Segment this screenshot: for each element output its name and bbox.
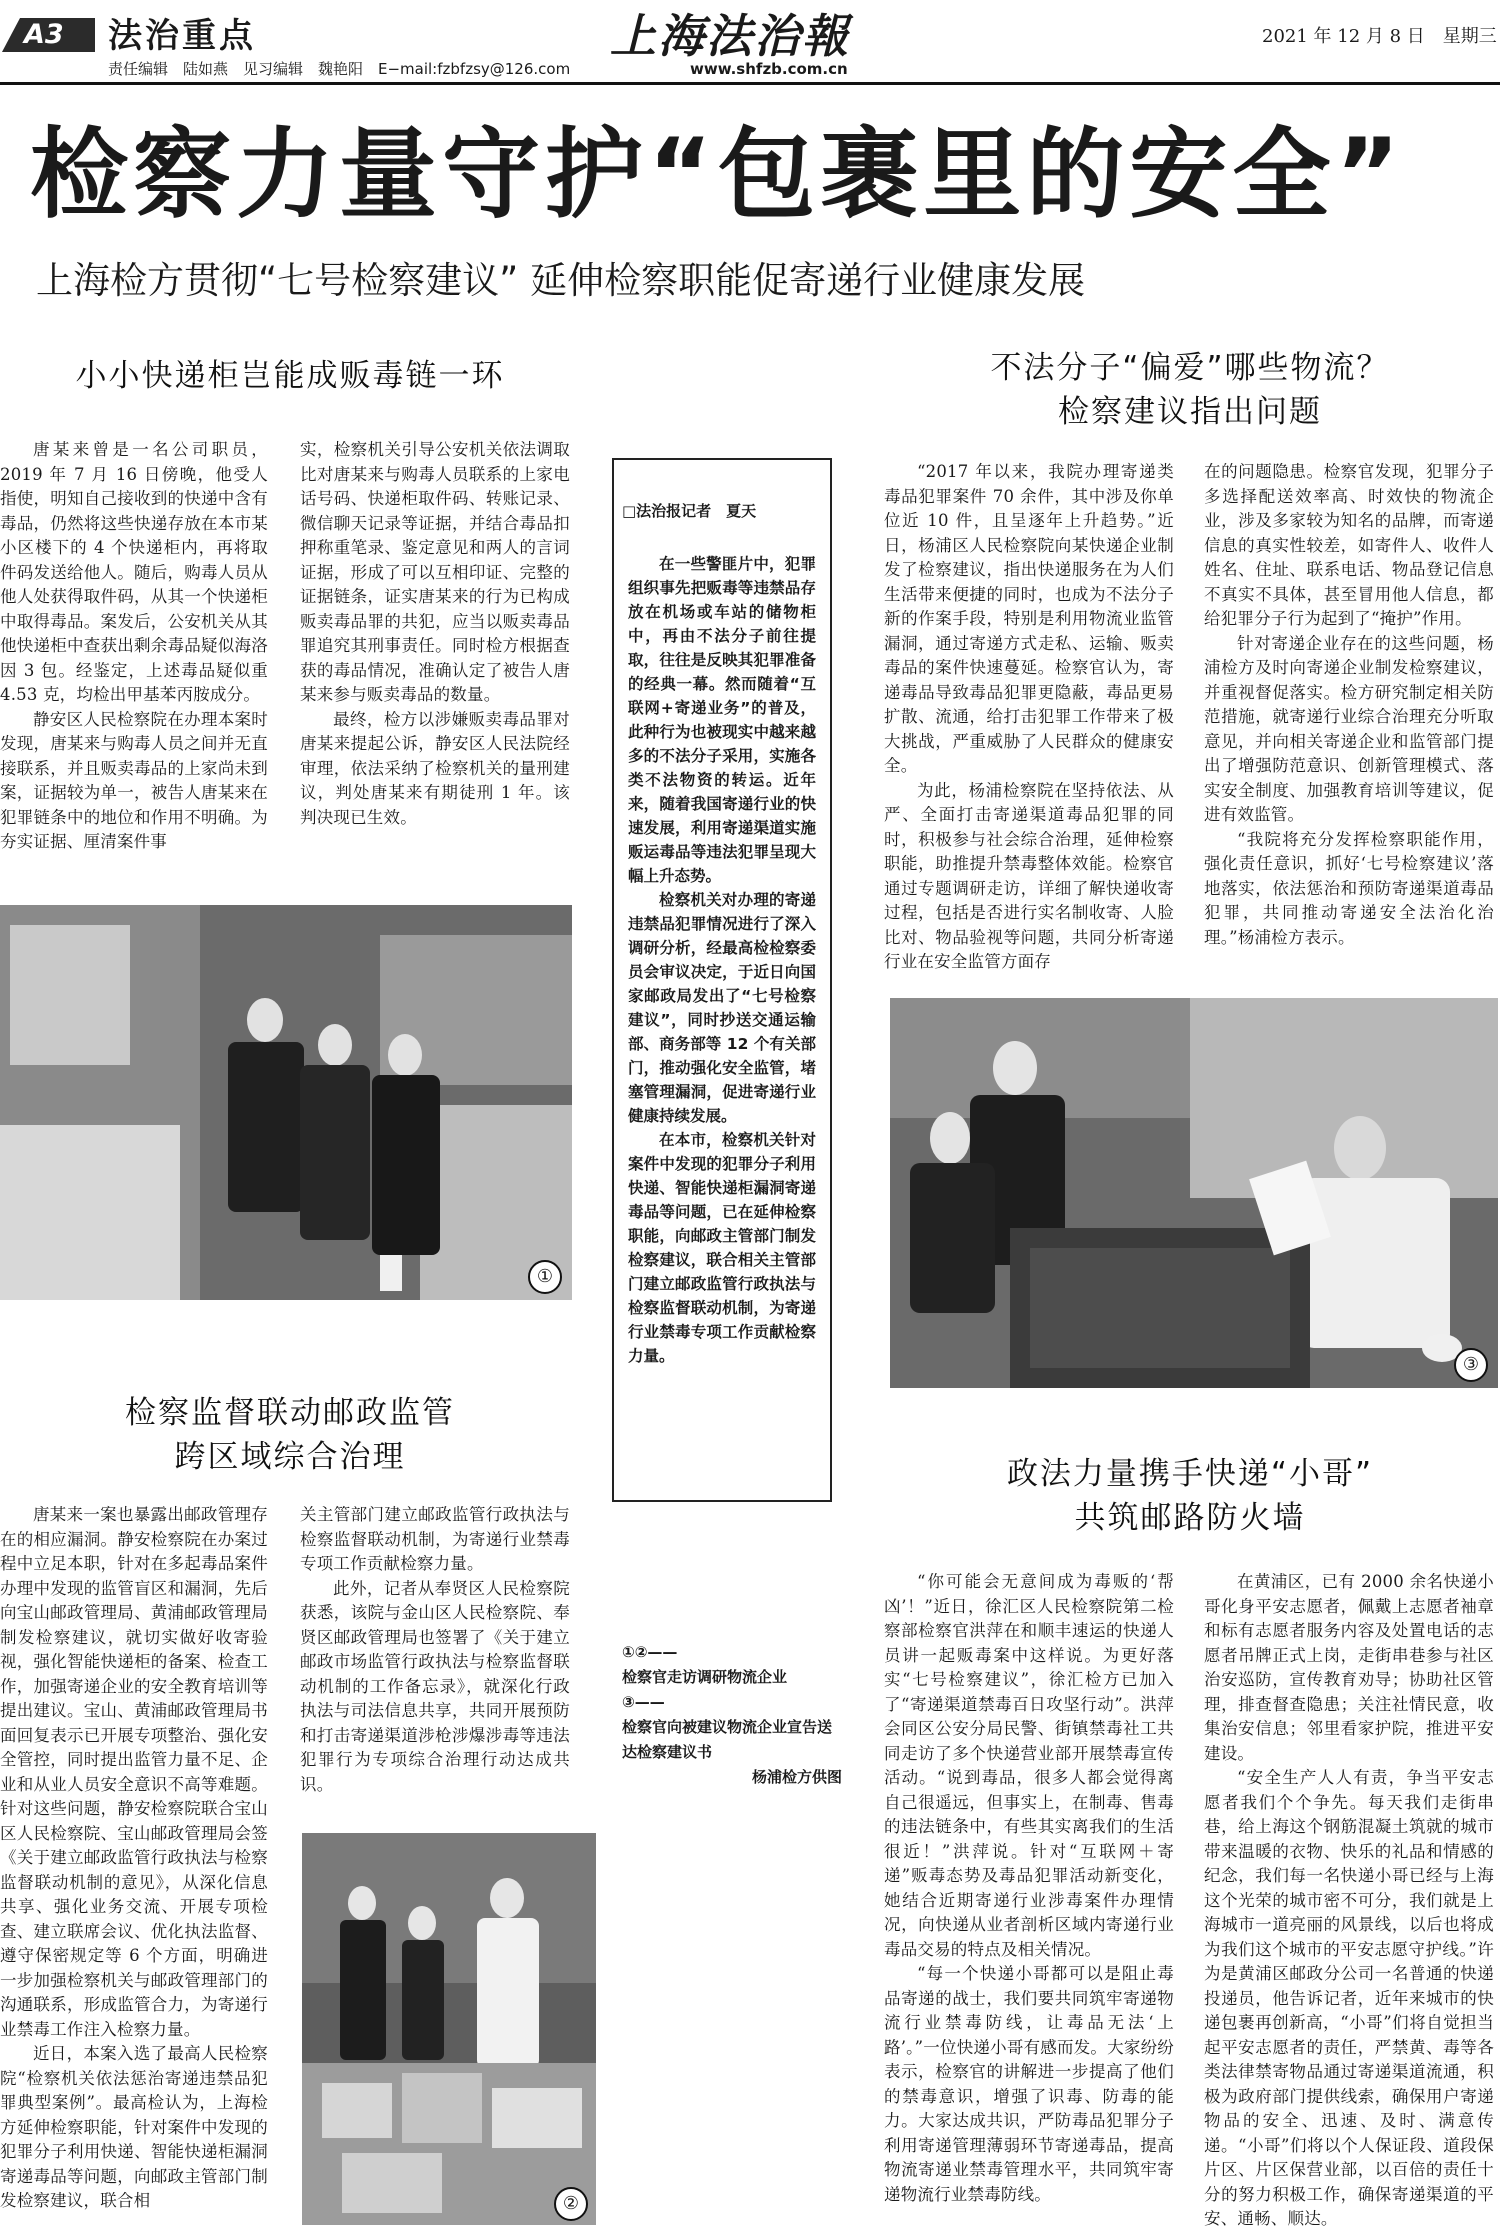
photo-2-warehouse-visit xyxy=(302,1833,596,2225)
paragraph: “2017 年以来，我院办理寄递类毒品犯罪案件 70 余件，其中涉及你单位近 10 件，且呈逐年上升趋势。”近日，杨浦区人民检察院向某快递企业制发了检察建议，指出快递服务在为人们生活带来便捷的同时，也成为不法分子新的作案手段，特别是利用物流业监管漏洞，通过寄递方式走私、运输、贩卖毒品的案件快速蔓延。检察官认为，寄递毒品导致毒品犯罪更隐蔽，毒品更易扩散、流通，给打击犯罪工作带来了极大挑战，严重威胁了人民群众的健康安全。 xyxy=(884,462,1174,775)
sidebar-box xyxy=(612,458,832,1502)
article-column xyxy=(0,1503,268,2214)
paragraph: 近日，本案入选了最高人民检察院“检察机关依法惩治寄递违禁品犯罪典型案例”。最高检认为，上海检方延伸检察职能，针对案件中发现的犯罪分子利用快递、智能快递柜漏洞寄递毒品等问题，向邮政主管部门制发检察建议，联合相 xyxy=(0,2044,268,2210)
article-column xyxy=(300,1503,570,1797)
page-label-tab xyxy=(0,14,98,54)
paragraph: “安全生产人人有责，争当平安志愿者我们个个争先。每天我们走街串巷，给上海这个钢筋混凝土筑就的城市带来温暖的衣物、快乐的礼品和情感的纪念，我们每一名快递小哥已经与上海这个光荣的城市密不可分，我们就是上海城市一道亮丽的风景线，以后也将成为我们这个城市的平安志愿守护线。”许为是黄浦区邮政分公司一名普通的快递投递员，他告诉记者，近年来城市的快递包裹再创新高，“小哥”们将自觉担当起平安志愿者的责任，严禁黄、毒等各类法律禁寄物品通过寄递渠道流通，积极为政府部门提供线索，确保用户寄递物品的安全、迅速、及时、满意传递。“小哥”们将以个人保证段、道段保片区、片区保营业部，以百倍的责任十分的努力积极工作，确保寄递渠道的平安、通畅、顺达。 xyxy=(1204,1768,1494,2228)
article-column xyxy=(884,1570,1174,2207)
paragraph: 唐某来曾是一名公司职员，2019 年 7 月 16 日傍晚，他受人指使，明知自己接收到的快递中含有毒品，仍然将这些快递存放在本市某小区楼下的 4 个快递柜内，再将取件码发送给他人。随后，购毒人员从他人处获得取件码，从其一个快递柜中取得毒品。案发后，公安机关从其他快递柜中查获出剩余毒品疑似海洛因 3 包。经鉴定，上述毒品疑似重 4.53 克，均检出甲基苯丙胺成分。 xyxy=(0,440,268,704)
article-title: 小小快递柜岂能成贩毒链一环 xyxy=(75,358,505,394)
article-logistics-problems xyxy=(880,330,1500,970)
article-column xyxy=(0,438,268,855)
page-label: A3 xyxy=(24,19,64,50)
photo-illustration xyxy=(0,905,572,1300)
photo-number: ① xyxy=(528,1260,562,1294)
photo-illustration xyxy=(302,1833,596,2225)
paragraph: 在一些警匪片中，犯罪组织事先把贩毒等违禁品存放在机场或车站的储物柜中，再由不法分子前往提取，往往是反映其犯罪准备的经典一幕。然而随着“互联网+寄递业务”的普及，此种行为也被现实中越来越多的不法分子采用，实施各类不法物资的转运。近年来，随着我国寄递行业的快速发展，利用寄递渠道实施贩运毒品等违法犯罪呈现大幅上升态势。 xyxy=(628,555,816,885)
paragraph: 针对寄递企业存在的这些问题，杨浦检方及时向寄递企业制发检察建议，并重视督促落实。检方研究制定相关防范措施，就寄递行业综合治理充分听取意见，并向相关寄递企业和监管部门提出了增强防范意识、创新管理模式、落实安全制度、加强教育培训等建议，促进有效监管。 xyxy=(1204,633,1494,824)
article-title-line: 不法分子“偏爱”哪些物流？ xyxy=(990,350,1390,386)
photo-number: ② xyxy=(554,2187,588,2221)
sidebar-byline: □法治报记者 夏天 xyxy=(622,502,757,520)
paragraph: 此外，记者从奉贤区人民检察院获悉，该院与金山区人民检察院、奉贤区邮政管理局也签署了《关于建立邮政市场监管行政执法与检察监督联动机制的工作备忘录》，就深化行政执法与司法信息共享，共同开展预防和打击寄递渠道涉枪涉爆涉毒等违法犯罪行为专项综合治理行动达成共识。 xyxy=(300,1578,570,1794)
article-title-line: 政法力量携手快递“小哥” xyxy=(1006,1456,1374,1492)
article-courier-volunteers xyxy=(880,1410,1500,2229)
paragraph: 为此，杨浦检察院在坚持依法、从严、全面打击寄递渠道毒品犯罪的同时，积极参与社会综合治理，延伸检察职能，助推提升禁毒整体效能。检察官通过专题调研走访，详细了解快递收寄过程，包括是否进行实名制收寄、人脸比对、物品验视等问题，共同分析寄递行业在安全监管方面存 xyxy=(884,780,1174,971)
article-column xyxy=(1204,1570,1494,2232)
article-drug-locker xyxy=(0,330,580,910)
paragraph: “每一个快递小哥都可以是阻止毒品寄递的战士，我们要共同筑牢寄递物流行业禁毒防线，让毒品无法‘上路’。”一位快递小哥有感而发。大家纷纷表示，检察官的讲解进一步提高了他们的禁毒意识，增强了识毒、防毒的能力。大家达成共识，严防毒品犯罪分子利用寄递管理薄弱环节寄递毒品，提高物流寄递业禁毒管理水平，共同筑牢寄递物流行业禁毒防线。 xyxy=(884,1964,1174,2204)
paragraph: 在本市，检察机关针对案件中发现的犯罪分子利用快递、智能快递柜漏洞寄递毒品等问题，已在延伸检察职能，向邮政主管部门制发检察建议，联合相关主管部门建立邮政监管行政执法与检察监督联动机制，为寄递行业禁毒专项工作贡献检察力量。 xyxy=(628,1131,816,1365)
paper-url: www.shfzb.com.cn xyxy=(690,60,848,78)
photo-1-investigators xyxy=(0,905,572,1300)
paragraph: “我院将充分发挥检察职能作用，强化责任意识，抓好‘七号检察建议’落地落实，依法惩治和预防寄递渠道毒品犯罪，共同推动寄递安全法治化治理。”杨浦检方表示。 xyxy=(1204,829,1494,947)
issue-date: 2021 年 12 月 8 日 星期三 xyxy=(1262,26,1497,47)
paper-name: 上海法治報 xyxy=(610,9,850,63)
article-column xyxy=(1204,460,1494,950)
caption-line: 检察官向被建议物流企业宣告送达检察建议书 xyxy=(622,1718,833,1761)
paragraph: 最终，检方以涉嫌贩卖毒品罪对唐某来提起公诉，静安区人民法院经审理，依法采纳了检察机关的量刑建议，判处唐某来有期徒刑 1 年。该判决现已生效。 xyxy=(300,709,570,827)
caption-line: ③—— xyxy=(622,1693,665,1711)
article-title-line: 跨区域综合治理 xyxy=(174,1439,406,1475)
sub-headline: 上海检方贯彻“七号检察建议” 延伸检察职能促寄递行业健康发展 xyxy=(36,259,1086,302)
article-title-line: 检察建议指出问题 xyxy=(1058,394,1322,430)
photo-credit: 杨浦检方供图 xyxy=(751,1768,842,1786)
masthead-rule xyxy=(0,82,1500,85)
article-column xyxy=(300,438,570,830)
article-title-line: 共筑邮路防火墙 xyxy=(1074,1500,1306,1536)
paragraph: 静安区人民检察院在办理本案时发现，唐某来与购毒人员之间并无直接联系，并且贩卖毒品的上家尚未到案，证据较为单一，被告人唐某来在犯罪链条中的地位和作用不明确。为夯实证据、厘清案件事 xyxy=(0,709,268,851)
caption-line: ①②—— xyxy=(622,1643,678,1661)
paragraph: “你可能会无意间成为毒贩的‘帮凶’！”近日，徐汇区人民检察院第二检察部检察官洪萍在和顺丰速运的快递人员讲一起贩毒案中这样说。为更好落实“七号检察建议”，徐汇检方已加入了“寄递渠道禁毒百日攻坚行动”。洪萍会同区公安分局民警、街镇禁毒社工共同走访了多个快递营业部开展禁毒宣传活动。“说到毒品，很多人都会觉得离自己很遥远，但事实上，在制毒、售毒的违法链条中，有些其实离我们的生活很近！”洪萍说。针对“互联网＋寄递”贩毒态势及毒品犯罪活动新变化，她结合近期寄递行业涉毒案件办理情况，向快递从业者剖析区域内寄递行业毒品交易的特点及相关情况。 xyxy=(884,1572,1174,1959)
editors-line: 责任编辑 陆如燕 见习编辑 魏艳阳 E−mail:fzbfzsy@126.com xyxy=(108,60,571,78)
article-title-line: 检察监督联动邮政监管 xyxy=(125,1395,455,1431)
caption-line: 检察官走访调研物流企业 xyxy=(622,1668,788,1686)
main-headline: 检察力量守护“包裹里的安全” xyxy=(30,118,1405,232)
paragraph: 实，检察机关引导公安机关依法调取比对唐某来与购毒人员联系的上家电话号码、快递柜取件码、转账记录、微信聊天记录等证据，并结合毒品扣押称重笔录、鉴定意见和两人的言词证据，形成了可以互相印证、完整的证据链条，证实唐某来的行为已构成贩卖毒品罪的共犯，应当以贩卖毒品罪追究其刑事责任。同时检方根据查获的毒品情况，准确认定了被告人唐某来参与贩卖毒品的数量。 xyxy=(300,440,570,704)
section-name: 法治重点 xyxy=(108,16,256,56)
paragraph: 唐某来一案也暴露出邮政管理存在的相应漏洞。静安检察院在办案过程中立足本职，针对在多起毒品案件办理中发现的监管盲区和漏洞，先后向宝山邮政管理局、黄浦邮政管理局制发检察建议，就切实做好收寄验视，强化智能快递柜的备案、检查工作，加强寄递企业的安全教育培训等提出建议。宝山、黄浦邮政管理局书面回复表示已开展专项整治、强化安全管控，同时提出监管力量不足、企业和从业人员安全意识不高等难题。针对这些问题，静安检察院联合宝山区人民检察院、宝山邮政管理局会签《关于建立邮政监管行政执法与检察监督联动机制的意见》，从深化信息共享、强化业务交流、开展专项检查、建立联席会议、优化执法监督、遵守保密规定等 6 个方面，明确进一步加强检察机关与邮政管理部门的沟通联系，形成监管合力，为寄递行业禁毒工作注入检察力量。 xyxy=(0,1505,268,2039)
photo-captions xyxy=(622,1640,842,1790)
paragraph: 检察机关对办理的寄递违禁品犯罪情况进行了深入调研分析，经最高检检察委员会审议决定，于近日向国家邮政局发出了“七号检察建议”，同时抄送交通运输部、商务部等 12 个有关部门，推动强化安全监管，堵塞管理漏洞，促进寄递行业健康持续发展。 xyxy=(628,891,816,1125)
sidebar-body xyxy=(628,552,816,1368)
paragraph: 在的问题隐患。检察官发现，犯罪分子多选择配送效率高、时效快的物流企业，涉及多家较为知名的品牌，而寄递信息的真实性较差，如寄件人、收件人姓名、住址、联系电话、物品登记信息不真实不具体，甚至冒用他人信息，都给犯罪分子行为起到了“掩护”作用。 xyxy=(1204,462,1494,628)
photo-3-delivering-suggestion xyxy=(890,998,1498,1388)
photo-illustration xyxy=(890,998,1498,1388)
article-column xyxy=(884,460,1174,975)
paragraph: 关主管部门建立邮政监管行政执法与检察监督联动机制，为寄递行业禁毒专项工作贡献检察力量。 xyxy=(300,1505,570,1573)
masthead xyxy=(0,0,1500,85)
photo-number: ③ xyxy=(1454,1348,1488,1382)
paragraph: 在黄浦区，已有 2000 余名快递小哥化身平安志愿者，佩戴上志愿者袖章和标有志愿者服务内容及处置电话的志愿者吊牌正式上岗，走街串巷参与社区治安巡防，宣传教育劝导；协助社区管理，排查督查隐患；关注社情民意，收集治安信息；邻里看家护院，推进平安建设。 xyxy=(1204,1572,1494,1763)
